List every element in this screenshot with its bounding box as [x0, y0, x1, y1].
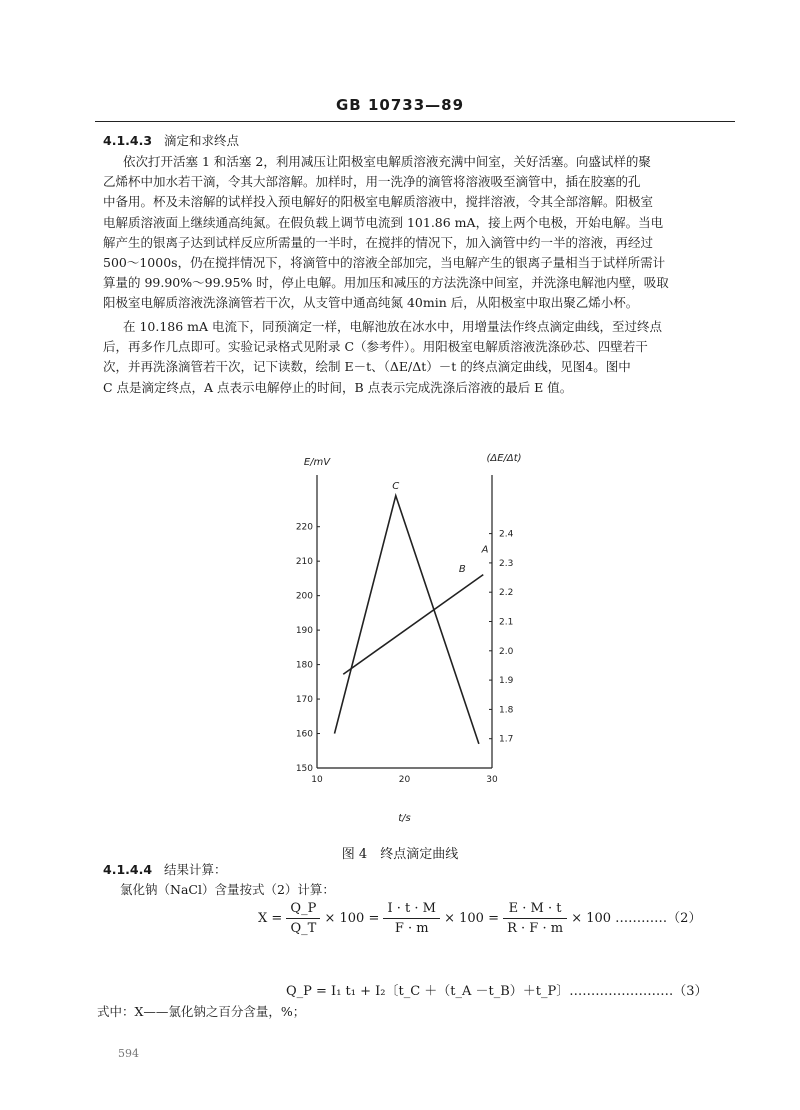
text-line: 在 10.186 mA 电流下，同预滴定一样，电解池放在冰水中，用增量法作终点滴定曲线，至过终点 — [123, 319, 663, 334]
formula-intro: 氯化钠（NaCl）含量按式（2）计算： — [120, 882, 335, 897]
text-line: 次，并再洗涤滴管若干次，记下读数，绘制 E－t、（ΔE/Δt）－t 的终点滴定曲线，见图4。图中 — [103, 359, 631, 375]
y2-tick-label: 1.8 — [499, 705, 514, 716]
eq-times100: × 100 = — [324, 911, 380, 926]
y-tick-label: 170 — [295, 695, 313, 706]
point-label-a: A — [481, 544, 489, 556]
fraction-emt-rfm — [503, 901, 567, 936]
point-label-b: B — [458, 564, 466, 576]
denominator: F · m — [394, 921, 429, 936]
section-number: 4.1.4.3 — [103, 133, 153, 148]
eq-times100: × 100 = — [444, 911, 499, 926]
eq-number-leader: ……………………（3） — [569, 984, 708, 999]
text-line: 依次打开活塞 1 和活塞 2，利用减压让阳极室电解质溶液充满中间室，关好活塞。向盛试样的聚 — [123, 154, 651, 169]
paragraph-2 — [103, 317, 735, 398]
equation-2 — [258, 901, 701, 936]
y2-axis-label: (ΔE/Δt) — [486, 453, 522, 464]
page-number: 594 — [118, 1047, 139, 1060]
fraction-itm-fm — [383, 901, 439, 936]
y2-tick-label: 1.9 — [499, 676, 514, 687]
y-axis-label: E/mV — [303, 457, 331, 468]
text-line: 阳极室电解质溶液洗涤滴管若干次，从支管中通高纯氮 40min 后，从阳极室中取出聚乙烯小杯。 — [103, 295, 639, 311]
fraction-qp-qt — [286, 901, 320, 936]
numerator: E · M · t — [503, 901, 567, 919]
y-tick-label: 160 — [295, 729, 313, 740]
x-tick-label: 20 — [398, 775, 411, 785]
y-tick-label: 190 — [295, 626, 313, 637]
text-line: 500～1000s，仍在搅拌情况下，将滴管中的溶液全部加完，当电解产生的银离子量相当于试样所需计 — [103, 255, 666, 271]
y2-tick-label: 2.2 — [499, 588, 514, 599]
section-title: 滴定和求终点 — [164, 133, 240, 148]
text-line: 中备用。杯及未溶解的试样投入预电解好的阳极室电解质溶液中，搅拌溶液，令其全部溶解。阳极室 — [103, 194, 654, 210]
text-line: C 点是滴定终点，A 点表示电解停止的时间，B 点表示完成洗涤后溶液的最后 E 值。 — [103, 379, 573, 395]
y2-tick-label: 1.7 — [499, 734, 514, 745]
series-line-derivative — [343, 575, 483, 675]
point-label-c: C — [392, 480, 400, 492]
section-heading-4-1-4-4 — [103, 860, 227, 878]
text-line: 乙烯杯中加水若干滴，令其大部溶解。加样时，用一洗净的滴管将溶液吸至滴管中，插在胶塞的孔 — [103, 174, 641, 190]
y2-tick-label: 2.1 — [499, 617, 514, 628]
y-tick-label: 210 — [295, 557, 313, 568]
y2-tick-label: 2.3 — [499, 558, 514, 569]
y-tick-label: 180 — [295, 660, 313, 671]
where-clause: 式中：X——氯化钠之百分含量，%； — [97, 1004, 306, 1019]
equation-3 — [286, 980, 708, 999]
text-line: 算量的 99.90%～99.95% 时，停止电解。用加压和减压的方法洗涤中间室，并洗涤电解池内壁，吸取 — [103, 275, 669, 291]
y-tick-label: 150 — [295, 764, 313, 774]
eq3-body: Q_P = I₁ t₁ + I₂〔t_C ＋（t_A －t_B）＋t_P〕 — [286, 984, 570, 999]
y-tick-label: 200 — [295, 591, 313, 602]
text-line: 电解质溶液面上继续通高纯氮。在假负载上调节电流到 101.86 mA，接上两个电极，开始电解。当电 — [103, 214, 664, 230]
denominator: R · F · m — [507, 921, 564, 936]
eq-number-leader: …………（2） — [615, 911, 702, 926]
denominator: Q_T — [290, 921, 317, 936]
y-tick-label: 220 — [295, 522, 313, 533]
page-header: GB 10733—89 — [335, 96, 465, 114]
eq-lhs: X = — [258, 911, 283, 926]
section-number: 4.1.4.4 — [103, 862, 153, 877]
x-tick-label: 10 — [311, 775, 323, 785]
paragraph-1 — [103, 152, 735, 314]
text-line: 后，再多作几点即可。实验记录格式见附录 C（参考件）。用阳极室电解质溶液洗涤砂芯、四壁若干 — [103, 339, 648, 355]
text-line: 解产生的银离子达到试样反应所需量的一半时，在搅拌的情况下，加入滴管中约一半的溶液，再经过 — [103, 234, 654, 250]
section-heading-4-1-4-3 — [103, 131, 239, 149]
x-tick-label: 30 — [486, 775, 498, 785]
numerator: I · t · M — [383, 901, 439, 919]
figure-caption: 图 4 终点滴定曲线 — [341, 847, 459, 862]
y2-tick-label: 2.0 — [499, 646, 514, 657]
series-line-potential — [335, 496, 479, 744]
titration-curve-chart — [280, 445, 580, 835]
y2-tick-label: 2.4 — [499, 529, 514, 540]
section-title: 结果计算： — [164, 862, 227, 877]
eq-times100: × 100 — [571, 911, 612, 926]
numerator: Q_P — [286, 901, 320, 919]
x-axis-label: t/s — [398, 813, 411, 824]
header-rule — [95, 121, 735, 122]
